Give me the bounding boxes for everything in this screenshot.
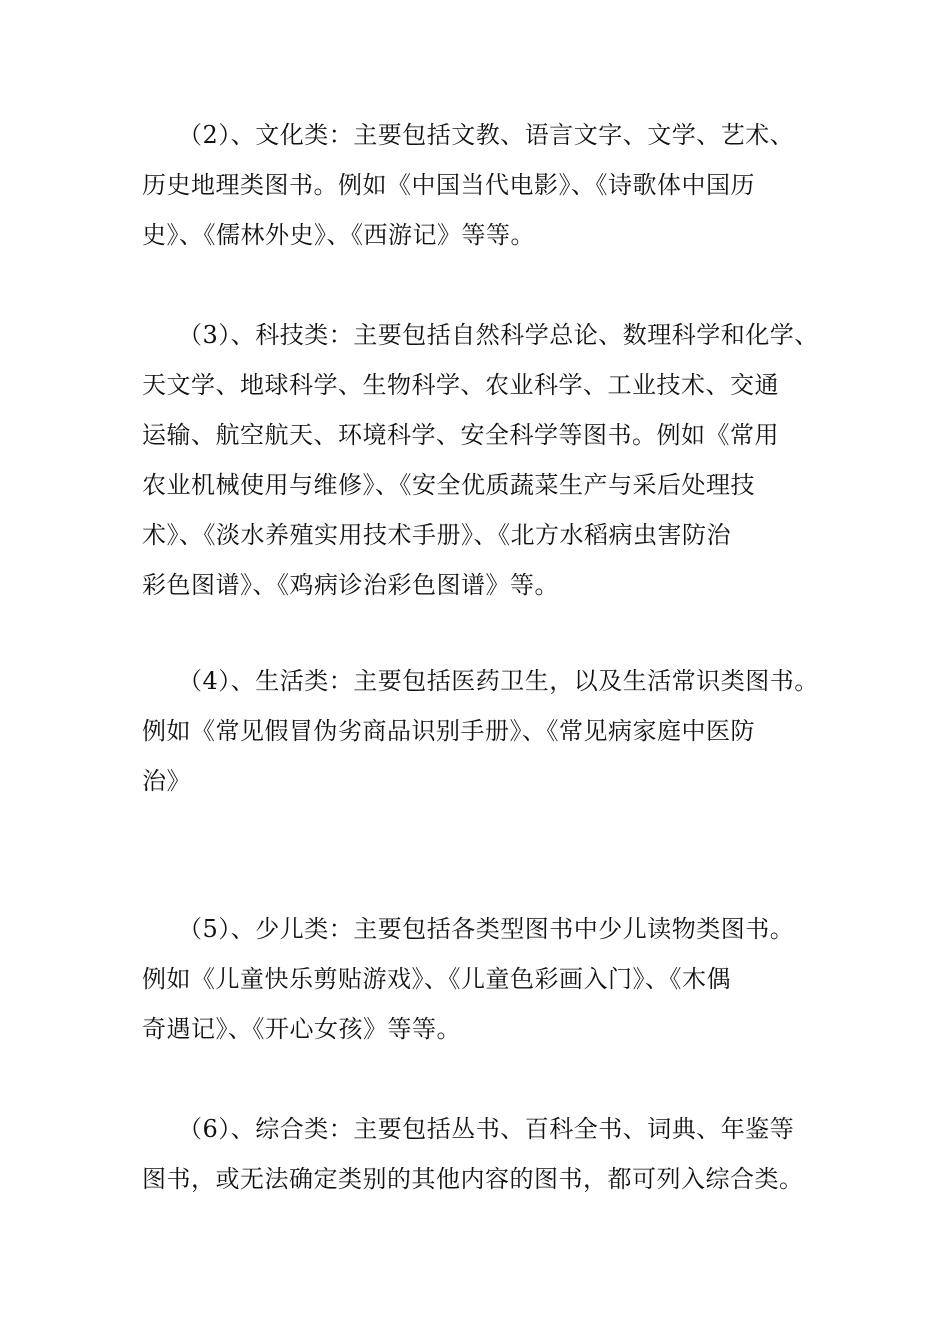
- paragraph-line: （4）、生活类：主要包括医药卫生，以及生活常识类图书。: [178, 667, 819, 695]
- paragraph-line: 天文学、地球科学、生物科学、农业科学、工业技术、交通: [142, 371, 779, 399]
- paragraph-culture: [142, 110, 842, 260]
- paragraph-science-tech: [142, 310, 842, 610]
- paragraph-line: 例如《儿童快乐剪贴游戏》、《儿童色彩画入门》、《木偶: [142, 965, 731, 993]
- paragraph-line: 奇遇记》、《开心女孩》等等。: [142, 1015, 461, 1043]
- paragraph-line: 例如《常见假冒伪劣商品识别手册》、《常见病家庭中医防: [142, 717, 755, 745]
- paragraph-children: [142, 904, 842, 1054]
- paragraph-line: 治》: [142, 767, 191, 795]
- paragraph-line: 史》、《儒林外史》、《西游记》等等。: [142, 221, 535, 249]
- paragraph-line: 术》、《淡水养殖实用技术手册》、《北方水稻病虫害防治: [142, 521, 731, 549]
- paragraph-line: （2）、文化类：主要包括文教、语言文字、文学、艺术、: [178, 121, 795, 149]
- paragraph-line: （6）、综合类：主要包括丛书、百科全书、词典、年鉴等: [178, 1115, 795, 1143]
- paragraph-line: 运输、航空航天、环境科学、安全科学等图书。例如《常用: [142, 421, 779, 449]
- paragraph-life: [142, 656, 842, 806]
- paragraph-line: 彩色图谱》、《鸡病诊治彩色图谱》等。: [142, 571, 559, 599]
- paragraph-line: 历史地理类图书。例如《中国当代电影》、《诗歌体中国历: [142, 171, 755, 199]
- paragraph-line: 图书，或无法确定类别的其他内容的图书，都可列入综合类。: [142, 1165, 804, 1193]
- paragraph-comprehensive: [142, 1104, 842, 1204]
- paragraph-line: 农业机械使用与维修》、《安全优质蔬菜生产与采后处理技: [142, 471, 755, 499]
- paragraph-line: （3）、科技类：主要包括自然科学总论、数理科学和化学、: [178, 321, 819, 349]
- paragraph-line: （5）、少儿类：主要包括各类型图书中少儿读物类图书。: [178, 915, 795, 943]
